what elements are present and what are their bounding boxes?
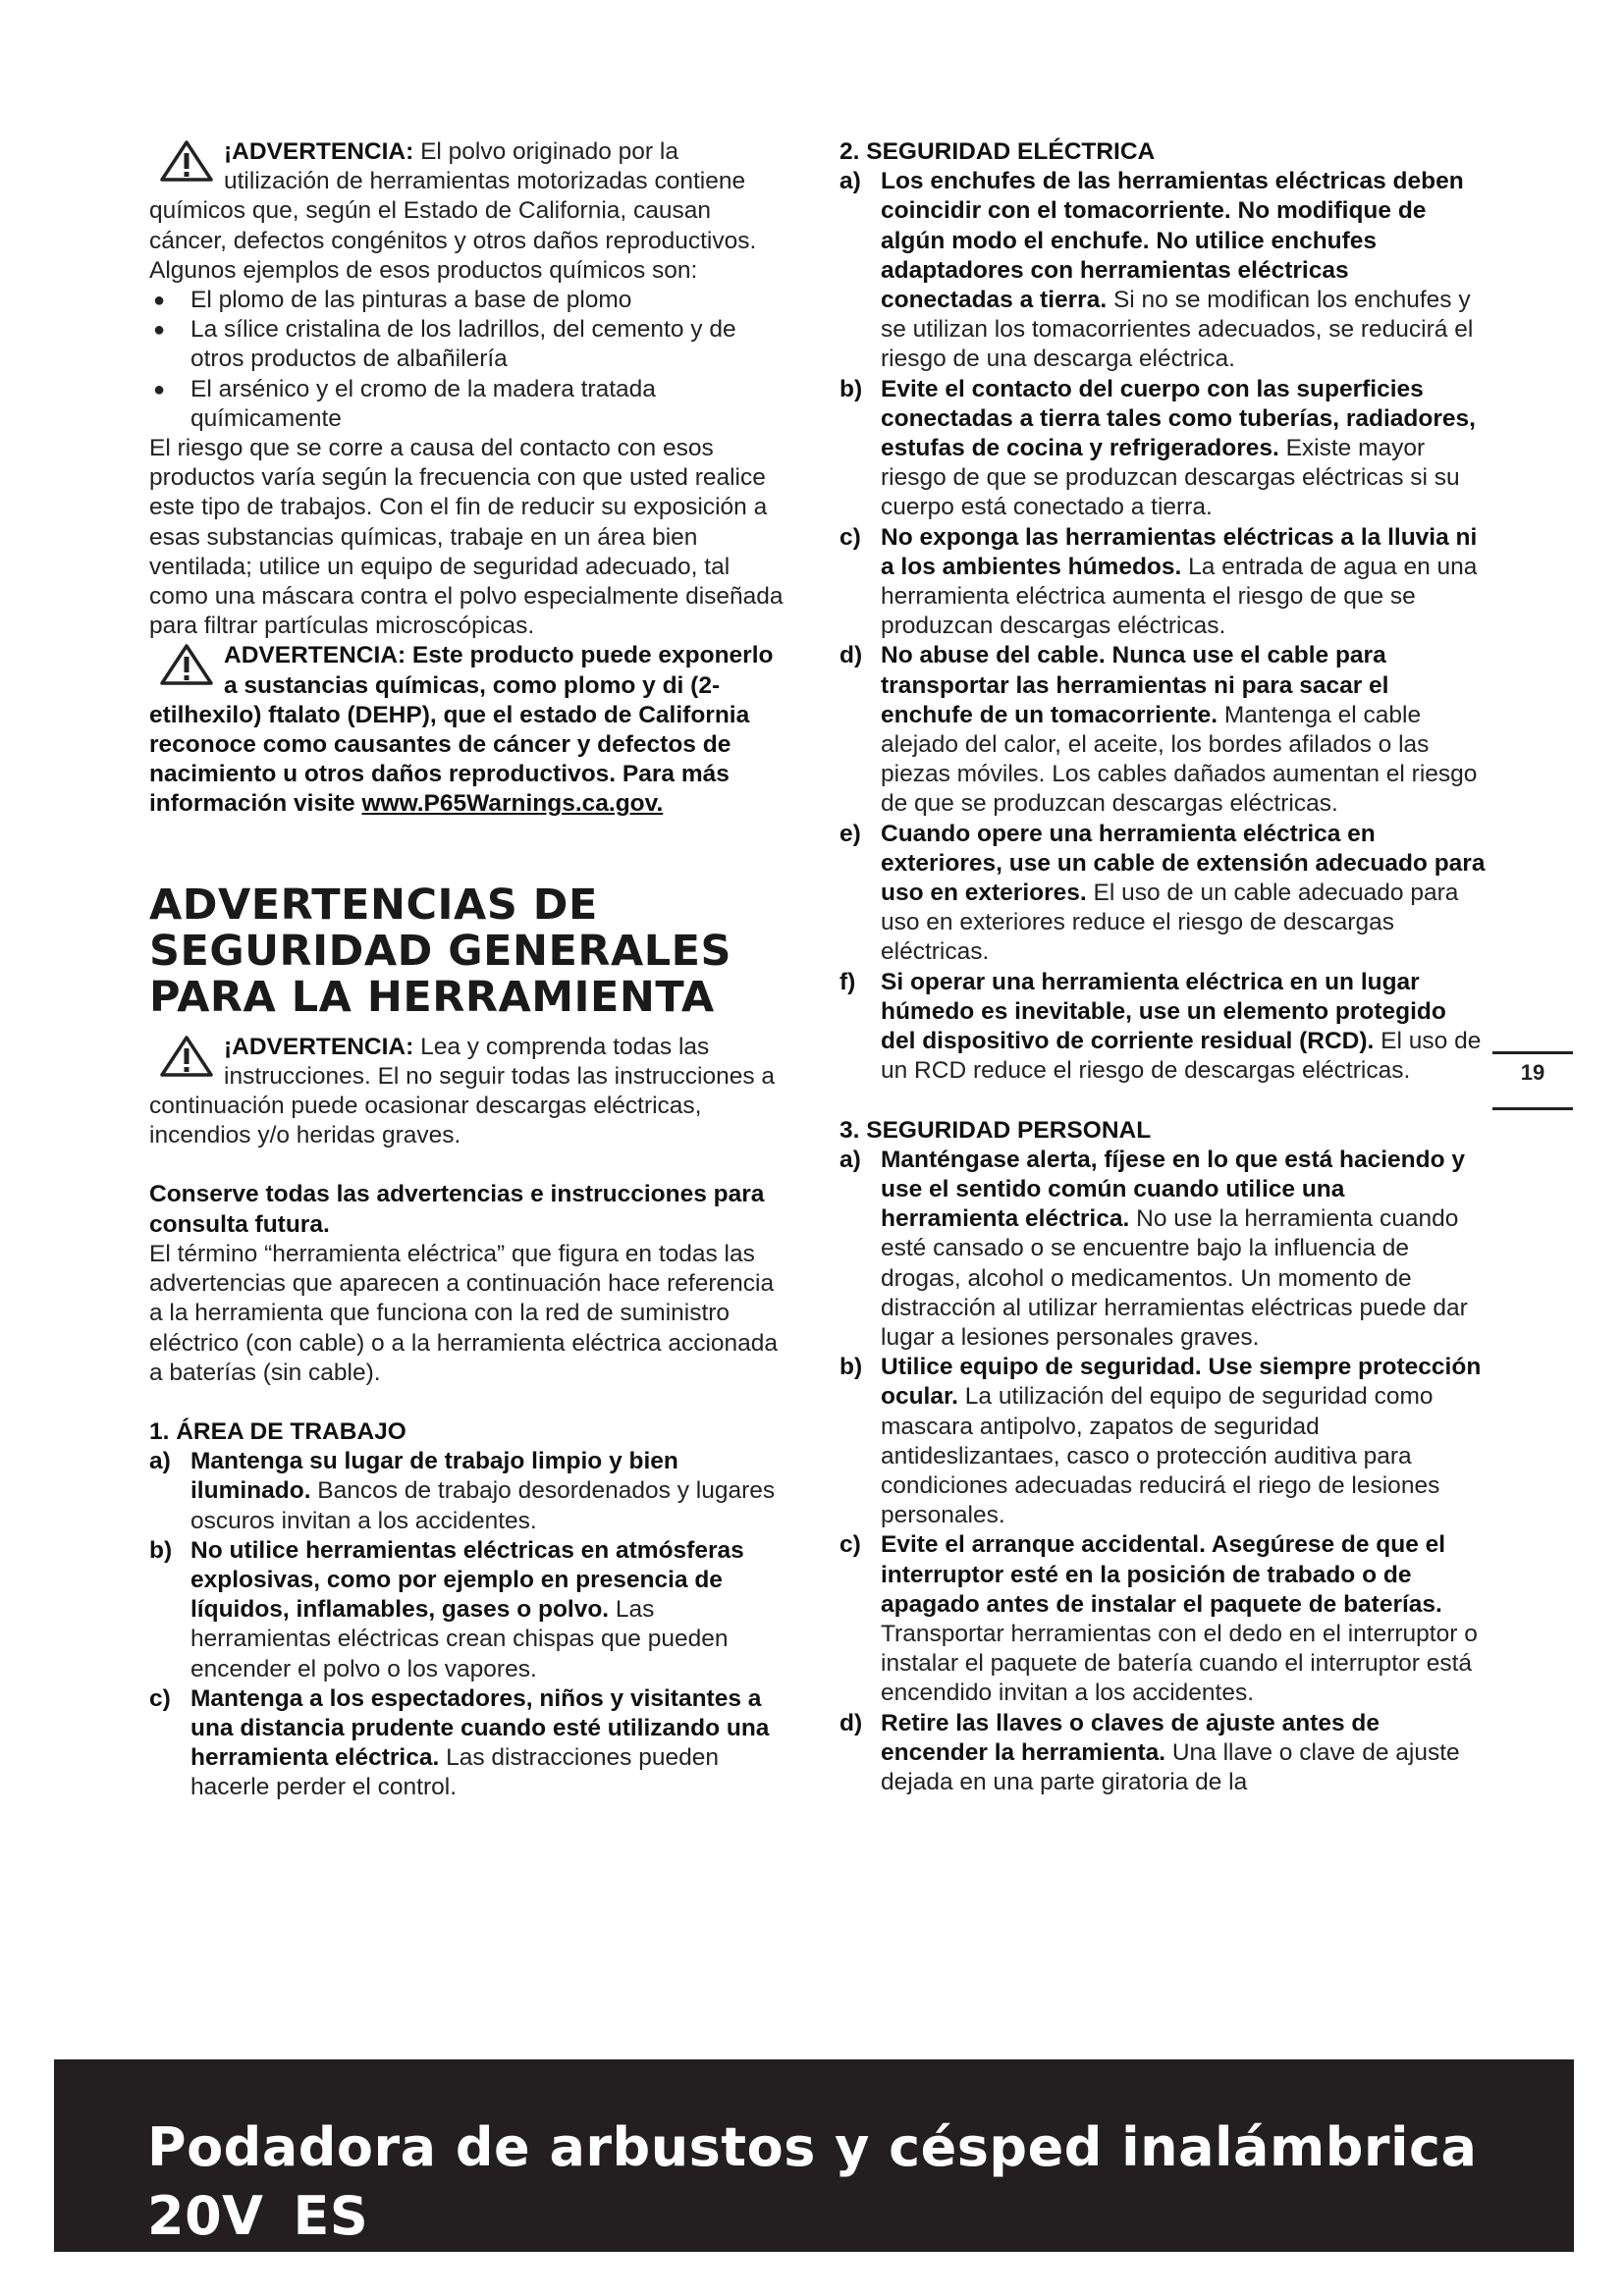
page-number-rule-top xyxy=(1492,1051,1573,1054)
warning-instructions-text: ¡ADVERTENCIA: Lea y comprenda todas las instrucciones. El no seguir todas las instrucciones a continuación puede ocasionar descargas eléctricas, incendios y/o heridas graves. xyxy=(149,1033,776,1149)
section-personal-heading: 3. SEGURIDAD PERSONAL xyxy=(839,1116,1152,1144)
list-item: ● El plomo de las pinturas a base de plomo xyxy=(149,286,787,315)
warning-prop65 xyxy=(149,641,787,819)
list-item: d) Retire las llaves o claves de ajuste antes de encender la herramienta. Una llave o clave de ajuste dejada en una parte giratoria de la xyxy=(839,1709,1460,1795)
list-item: b) Utilice equipo de seguridad. Use siempre protección ocular. La utilización del equipo de seguridad como mascara antipolvo, zapatos de seguridad antideslizantaes, casco o protección auditiva para condiciones adecuadas reducirá el riego de lesiones personales. xyxy=(839,1354,1482,1529)
left-column xyxy=(149,137,787,1803)
list-item: b) Evite el contacto del cuerpo con las superficies conectadas a tierra tales como tuberías, radiadores, estufas de cocina y refrigeradores. Existe mayor riesgo de que se produzcan descargas eléctricas si su cuerpo está conectado a tierra. xyxy=(839,375,1476,521)
warning-dust-text: ¡ADVERTENCIA: El polvo originado por la utilización de herramientas motorizadas contiene químicos que, según el Estado de California, causan cáncer, defectos congénitos y otros daños reproductivos. Algunos ejemplos de esos productos químicos son: xyxy=(149,138,757,284)
warning-prop65-text: ADVERTENCIA: Este producto puede exponerlo a sustancias químicas, como plomo y di (2-etilhexilo) ftalato (DEHP), que el estado de California reconoce como causantes de cáncer y defectos de nacimiento u otros daños reproductivos. Para más información visite www.P65Warnings.ca.gov. xyxy=(149,642,774,818)
p65-link[interactable]: www.P65Warnings.ca.gov. xyxy=(361,790,664,818)
conserve-heading: Conserve todas las advertencias e instrucciones para consulta futura. xyxy=(149,1181,765,1238)
list-item: f) Si operar una herramienta eléctrica en un lugar húmedo es inevitable, use un elemento protegido del dispositivo de corriente residual (RCD). El uso de un RCD reduce el riesgo de descargas eléctricas. xyxy=(839,968,1482,1085)
footer-title: Podadora de arbustos y césped inalámbrica 20V ES xyxy=(147,2116,1478,2247)
list-item: d) No abuse del cable. Nunca use el cable para transportar las herramientas ni para sacar el enchufe de un tomacorriente. Mantenga el cable alejado del calor, el aceite, los bordes afilados o las piezas móviles. Los cables dañados aumentan el riesgo de que se produzcan descargas eléctricas. xyxy=(839,642,1478,818)
language-code: ES xyxy=(293,2185,369,2247)
warning-triangle-icon xyxy=(159,139,214,183)
list-item: e) Cuando opere una herramienta eléctrica en exteriores, use un cable de extensión adecuado para uso en exteriores. El uso de un cable adecuado para uso en exteriores reduce el riesgo de descargas eléctricas. xyxy=(839,820,1486,966)
section-electrical-heading: 2. SEGURIDAD ELÉCTRICA xyxy=(839,138,1156,165)
warning-dust xyxy=(149,137,787,641)
list-item: ● La sílice cristalina de los ladrillos, del cemento y de otros productos de albañilería xyxy=(149,315,787,374)
list-item: c) No exponga las herramientas eléctricas a la lluvia ni a los ambientes húmedos. La entrada de agua en una herramienta eléctrica aumenta el riesgo de que se produzcan descargas eléctricas. xyxy=(839,523,1478,640)
list-item: c) Mantenga a los espectadores, niños y visitantes a una distancia prudente cuando esté utilizando una herramienta eléctrica. Las distracciones pueden hacerle perder el control. xyxy=(149,1684,770,1801)
warning-triangle-icon xyxy=(159,643,214,686)
list-item: a) Mantenga su lugar de trabajo limpio y bien iluminado. Bancos de trabajo desordenados y lugares oscuros invitan a los accidentes. xyxy=(149,1448,776,1534)
warning-triangle-icon xyxy=(159,1035,214,1078)
page-number: 19 xyxy=(1520,1060,1545,1085)
right-column xyxy=(839,137,1488,1797)
list-item: a) Manténgase alerta, fíjese en lo que está haciendo y use el sentido común cuando utilice una herramienta eléctrica. No use la herramienta cuando esté cansado o se encuentre bajo la influencia de drogas, alcohol o medicamentos. Un momento de distracción al utilizar herramientas eléctricas puede dar lugar a lesiones personales graves. xyxy=(839,1146,1468,1351)
list-item: c) Evite el arranque accidental. Asegúrese de que el interruptor esté en la posición de trabado o de apagado antes de instalar el paquete de baterías. Transportar herramientas con el dedo en el interruptor o instalar el paquete de batería cuando el interruptor está encendido invitan a los accidentes. xyxy=(839,1531,1478,1707)
risk-paragraph: El riesgo que se corre a causa del contacto con esos productos varía según la frecuencia con que usted realice este tipo de trabajos. Con el fin de reducir su exposición a esas substancias químicas, trabaje en un área bien ventilada; utilice un equipo de seguridad adecuado, tal como una máscara contra el polvo especialmente diseñada para filtrar partículas microscópicas. xyxy=(149,435,784,640)
list-item: a) Los enchufes de las herramientas eléctricas deben coincidir con el tomacorriente. No modifique de algún modo el enchufe. No utilice enchufes adaptadores con herramientas eléctricas conectadas a tierra. Si no se modifican los enchufes y se utilizan los tomacorrientes adecuados, se reducirá el riesgo de una descarga eléctrica. xyxy=(839,168,1474,373)
list-item: ● El arsénico y el cromo de la madera tratada químicamente xyxy=(149,375,787,434)
page-number-rule-bottom xyxy=(1492,1107,1573,1110)
footer-banner xyxy=(54,2059,1574,2252)
conserve-text: El término “herramienta eléctrica” que figura en todas las advertencias que aparecen a continuación hace referencia a la herramienta que funciona con la red de suministro eléctrico (con cable) o a la herramienta eléctrica accionada a baterías (sin cable). xyxy=(149,1240,779,1386)
chemical-list xyxy=(149,286,787,434)
section-title: ADVERTENCIAS DE SEGURIDAD GENERALES PARA LA HERRAMIENTA xyxy=(149,880,731,1022)
section-work-area-heading: 1. ÁREA DE TRABAJO xyxy=(149,1417,406,1445)
warning-instructions xyxy=(149,1033,787,1151)
list-item: b) No utilice herramientas eléctricas en atmósferas explosivas, como por ejemplo en presencia de líquidos, inflamables, gases o polvo. Las herramientas eléctricas crean chispas que pueden encender el polvo o los vapores. xyxy=(149,1536,744,1682)
